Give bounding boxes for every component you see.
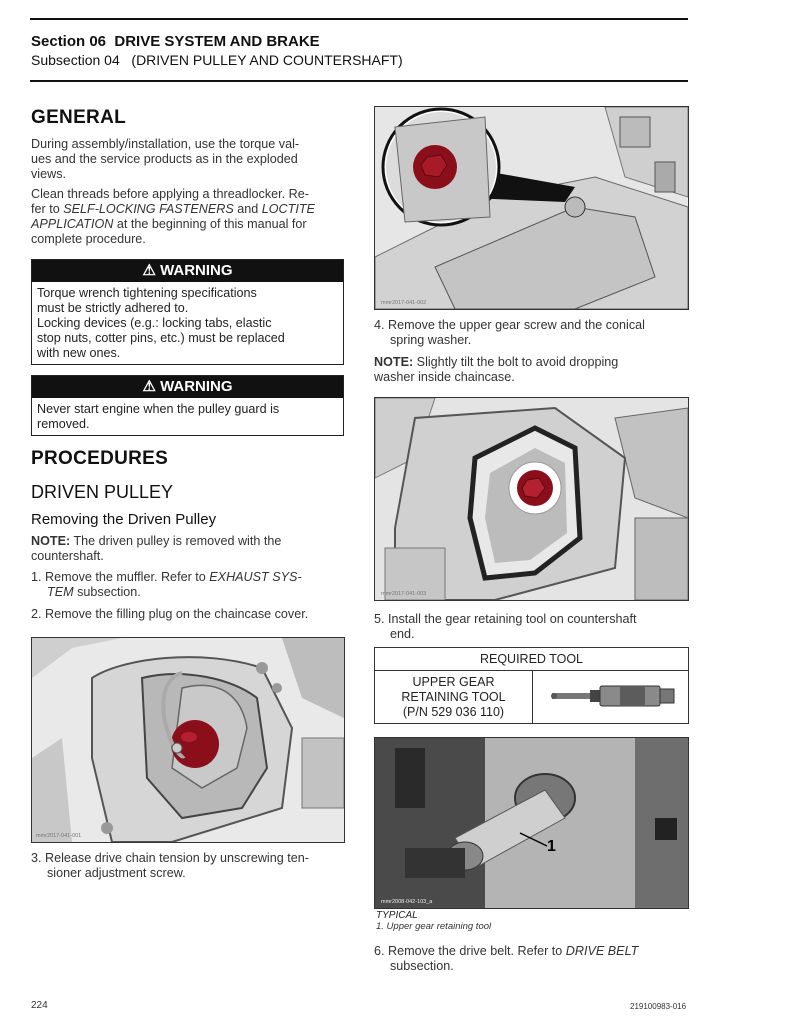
warning-triangle-icon: ⚠ <box>142 378 156 395</box>
warning-header: ⚠ WARNING <box>32 376 343 398</box>
step-4: 4. Remove the upper gear screw and the conical spring washer. <box>374 318 645 347</box>
section-heading: Section 06 DRIVE SYSTEM AND BRAKE <box>31 33 320 50</box>
figure-id: mmr2008-042-103_a <box>381 899 433 905</box>
upper-gear-screw-illustration <box>375 107 688 309</box>
header-top-rule <box>30 18 688 20</box>
general-heading: GENERAL <box>31 107 126 128</box>
gear-retaining-tool-icon <box>550 681 680 711</box>
figure-id: mmr2017-041-003 <box>381 591 427 597</box>
tool-name-cell: UPPER GEAR RETAINING TOOL (P/N 529 036 110) <box>375 671 533 723</box>
note-driven-pulley: NOTE: The driven pulley is removed with the countershaft. <box>31 534 282 563</box>
warning-box-pulley-guard <box>31 375 344 436</box>
step-2: 2. Remove the filling plug on the chaincase cover. <box>31 607 309 621</box>
step-3: 3. Release drive chain tension by unscrewing ten- sioner adjustment screw. <box>31 851 309 880</box>
step-5: 5. Install the gear retaining tool on countershaft end. <box>374 612 637 641</box>
general-paragraph-1: During assembly/installation, use the torque val- ues and the service products as in the exploded views. <box>31 137 300 181</box>
step-1: 1. Remove the muffler. Refer to EXHAUST SYS- TEM subsection. <box>31 570 302 599</box>
document-code: 219100983-016 <box>630 1002 687 1011</box>
figure-id: mmr2017-041-001 <box>36 833 82 839</box>
subsection-heading: Subsection 04 (DRIVEN PULLEY AND COUNTERSHAFT) <box>31 52 403 68</box>
note-tilt-bolt: NOTE: Slightly tilt the bolt to avoid dropping washer inside chaincase. <box>374 355 619 384</box>
figure-label-typical: TYPICAL <box>376 910 418 921</box>
figure-upper-gear-screw-zoom <box>374 106 689 310</box>
removing-driven-pulley-heading: Removing the Driven Pulley <box>31 511 217 528</box>
link-self-locking-fasteners[interactable]: SELF-LOCKING FASTENERS <box>63 202 234 216</box>
required-tool-table <box>374 647 689 724</box>
driven-pulley-heading: DRIVEN PULLEY <box>31 482 174 502</box>
figure-tool-installed <box>374 737 689 909</box>
header-bottom-rule <box>30 80 688 82</box>
figure-id: mmr2017-041-002 <box>381 300 427 306</box>
figure-upper-gear-screw <box>374 397 689 601</box>
step-6: 6. Remove the drive belt. Refer to DRIVE BELT subsection. <box>374 944 639 973</box>
link-drive-belt[interactable]: DRIVE BELT <box>565 944 639 958</box>
warning-text: Torque wrench tightening specifications must be strictly adhered to. Locking devices (e.g.: locking tabs, elastic stop nuts, cotter pins, etc.) must be replaced with new ones. <box>37 286 285 360</box>
warning-box-torque <box>31 259 344 365</box>
general-paragraph-2: Clean threads before applying a threadlocker. Re- fer to SELF-LOCKING FASTENERS and LOCTITE APPLICATION at the beginning of this manual for complete procedure. <box>31 187 315 246</box>
page-number: 224 <box>31 1000 48 1011</box>
chaincase-cover-illustration <box>375 398 688 600</box>
link-loctite-application[interactable]: LOCTITE <box>261 202 315 216</box>
warning-triangle-icon: ⚠ <box>142 262 156 279</box>
figure-caption: 1. Upper gear retaining tool <box>376 921 492 932</box>
figure-chaincase-filling-plug <box>31 637 345 843</box>
chaincase-illustration <box>32 638 344 842</box>
callout-1: 1 <box>547 838 556 855</box>
procedures-heading: PROCEDURES <box>31 448 169 469</box>
link-exhaust-system[interactable]: EXHAUST SYS- <box>209 570 302 584</box>
warning-text: Never start engine when the pulley guard is removed. <box>37 402 280 431</box>
gear-retaining-tool-installed-illustration <box>375 738 688 908</box>
table-header: REQUIRED TOOL <box>375 648 688 671</box>
warning-header: ⚠ WARNING <box>32 260 343 282</box>
